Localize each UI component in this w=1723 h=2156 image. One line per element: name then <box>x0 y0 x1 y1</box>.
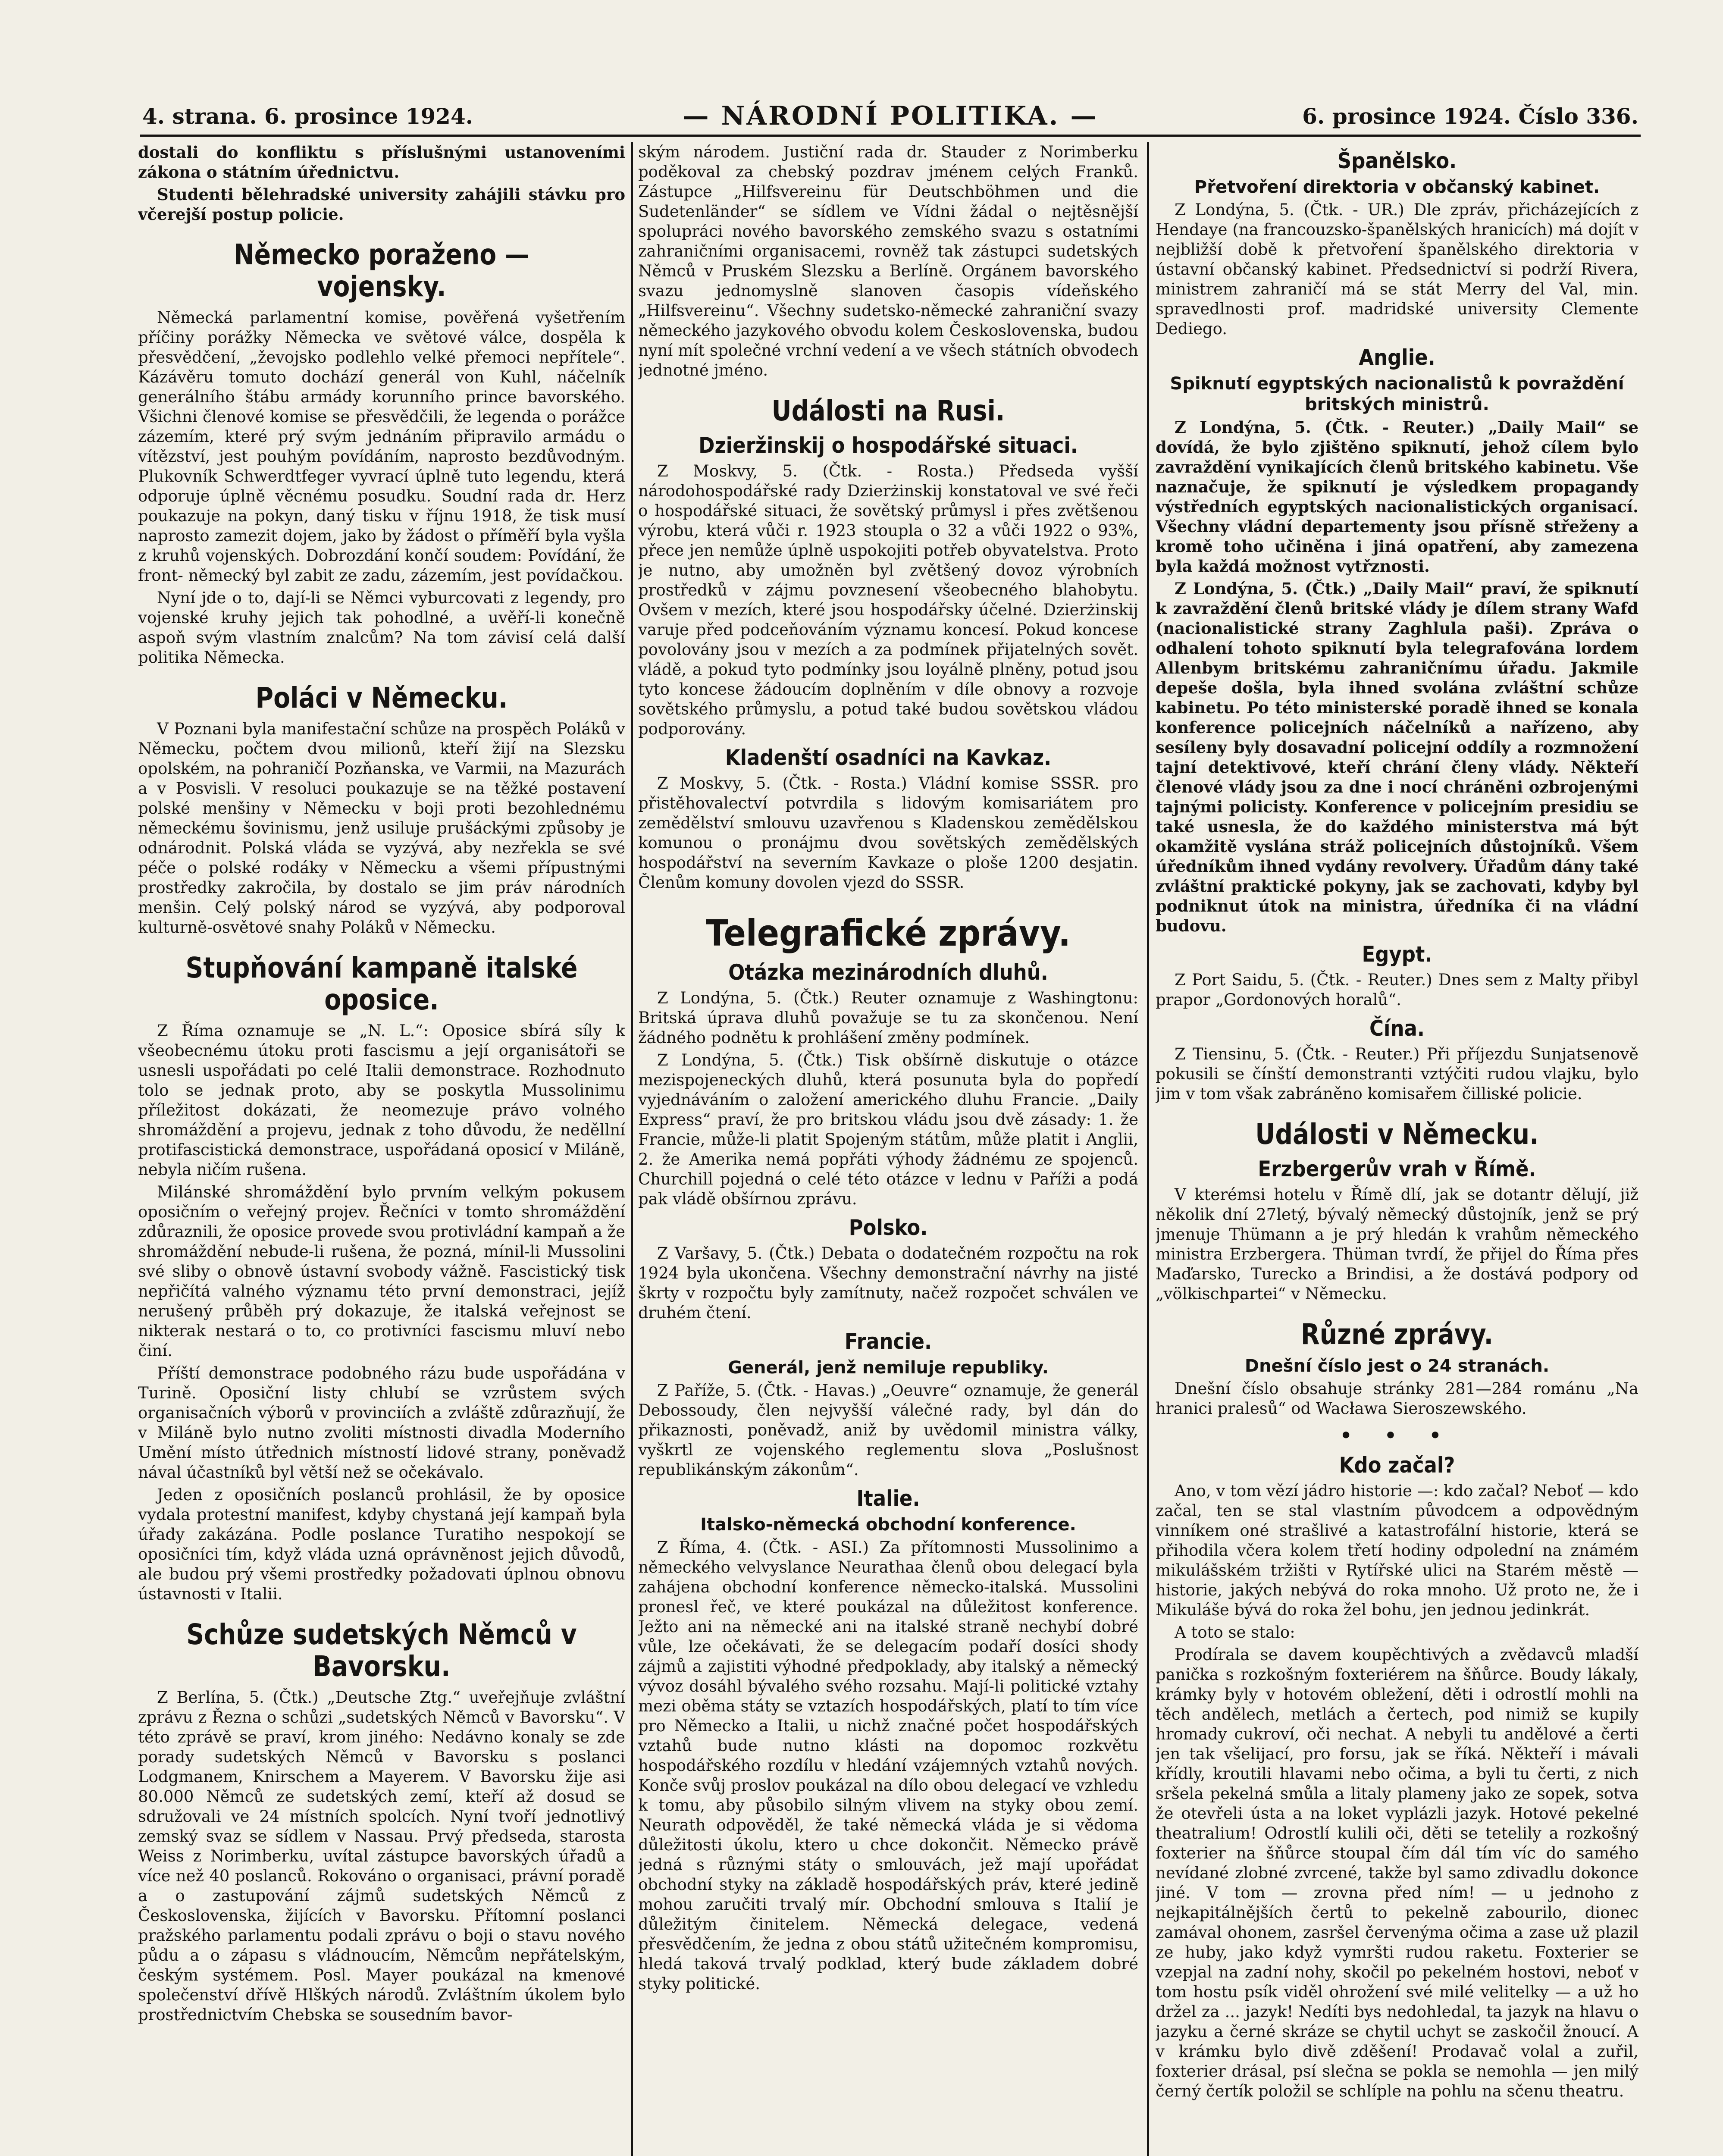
article-paragraph: Z Moskvy, 5. (Čtk. - Rosta.) Vládní komise SSSR. pro přistěhovalectví potvrdila s lidovým komisariátem pro zemědělství smlouvu uzavřenou s Kladenskou zemědělskou komunou o pronájmu dvou sovětských zemědělských hospodářství na severním Kavkaze o ploše 1200 desjatin. Členům komuny dovolen vjezd do SSSR. <box>638 774 1138 892</box>
article-title: Události v Německu. <box>1255 1118 1539 1151</box>
article-paragraph: Z Londýna, 5. (Čtk.) Reuter oznamuje z Washingtonu: Britská úprava dluhů považuje se tu za skončenou. Není žádného podnětu k prohlášení změny podmínek. <box>638 989 1138 1047</box>
article-subtitle: Otázka mezinárodních dluhů. <box>728 960 1048 985</box>
article-paragraph: Jeden z oposičních poslanců prohlásil, že by oposice vydala protestní manifest, kdyby chystaná její kampaň byla úřady zakázána. Podle poslance Turatiho nespokojí se oposičníci tím, když vláda uzná oprávněnost jejich důvodů, ale budou prý všemi prostředky požadovati úplnou obnovu ústavnosti v Italii. <box>138 1485 625 1603</box>
article-paragraph: A toto se stalo: <box>1175 1623 1295 1642</box>
article-title: Egypt. <box>1362 942 1432 967</box>
article-subtitle: Italie. <box>856 1486 920 1511</box>
header-rule <box>140 135 1641 137</box>
article-subtitle: Francie. <box>844 1329 932 1354</box>
article-paragraph: Z Říma oznamuje se „N. L.“: Oposice sbírá síly k všeobecnému útoku proti fascismu a její organisátoři se usnesli uspořádati po celé Italii demonstrace. Rozhodnuto tolo se jednak proto, aby se poskytla Mussolinimu příležitost dokázati, že neomezuje právo volného shromáždění a projevu, jednak z toho důvodu, že neděllní protifascistická demonstrace, uspořádaná oposicí v Miláně, nebyla ničím rušena. <box>138 1022 625 1179</box>
article-paragraph: Z Port Saidu, 5. (Čtk. - Reuter.) Dnes sem z Malty přibyl prapor „Gordonových horalů“. <box>1156 971 1638 1009</box>
article-paragraph: Z Londýna, 5. (Čtk. - UR.) Dle zpráv, přicházejících z Hendaye (na francouzsko-španělských hranicích) má dojít v nejbližší době k přetvoření španělského direktoria v ústavní občanský kabinet. Předsednictví si podrží Rivera, ministrem zahraničí má se stát Merry del Val, min. spravedlnosti prof. madridské university Clemente Dediego. <box>1156 201 1638 338</box>
intro-text: Studenti bělehradské university zahájili stávku pro včerejší postup policie. <box>138 185 625 224</box>
article-paragraph: Milánské shromáždění bylo prvním velkým pokusem oposičním o veřejný projev. Řečníci v tomto shromáždění zdůraznili, že oposice provede svou protivládní kampaň a že shromáždění nebude-li rušena, že pozná, mínil-li Mussolini své sliby o obnově ústavní svobody vážně. Fascistický tisk nepřičítá valného významu této první demonstraci, jejíž nerušený průběh prý dokazuje, že italská veřejnost se nikterak nestará o to, co protivníci fascismu mluví nebo činí. <box>138 1183 625 1360</box>
article-title: Stupňování kampaně italské oposice. <box>185 951 578 1016</box>
article-subtitle: Italsko-německá obchodní konference. <box>700 1515 1076 1535</box>
article-paragraph: Z Berlína, 5. (Čtk.) „Deutsche Ztg.“ uveřejňuje zvláštní zprávu z Řezna o schůzi „sudetských Němců v Bavorsku“. V této zprávě se praví, krom jiného: Nedávno konaly se zde porady sudetských Němců v Bavorsku s poslanci Lodgmanem, Knirschem a Mayerem. V Bavorsku žije asi 80.000 Němců ze sudetských zemí, kteří až dosud se sdružovali ve 24 místních spolcích. Nyní tvoří jednotlivý zemský svaz se sídlem v Nassau. Prvý předseda, starosta Weiss z Norimberku, uvítal zástupce bavorských úřadů a více než 40 poslanců. Rokováno o organisaci, právní poradě a o zastupování zájmů sudetských Němců z Československa, žijících v Bavorsku. Přítomní poslanci pražského parlamentu podali zprávu o boji o stavu nového půdu a o zápasu s vládnoucím, Němcům nepřátelským, českým systémem. Posl. Mayer poukázal na kmenové společenství dřívě Hlškých národů. Zvláštním úkolem bylo prostřednictvím Chebska se sousedním bavor- <box>138 1688 625 2024</box>
column-1 <box>138 142 625 2156</box>
article-paragraph: Prodírala se davem koupěchtivých a zvědavců mladší panička s rozkošným foxteriérem na šňůrce. Boudy lákaly, krámky byly v hotovém obležení, děti i odrostlí mohli na těch andělech, metlách a čertech, pod nimiž se kupily hromady cukroví, oči nechat. A nebyli tu andělové a čerti jen tak všelijací, pro forsu, jak se říká. Někteří i mávali křídly, kroutili hlavami nebo očima, a byli tu čerti, z nich sršela pekelná smůla a litaly plameny jako ze sopek, sotva že otevřeli ústa a na loket vyplázli jazyk. Hotové pekelné theatralium! Odrostlí kulili oči, děti se tetelily a rozkošný foxterier na šňůrce stoupal čím dál tím víc do samého nevídané zlobné zvrcené, takže byl samo zdivadlu dokonce jiné. V tom — zrovna před ním! — u jednoho z nejkapitálnějších čertů to pekelně zabourilo, dionec zamával ohonem, zasršel červenýma očima a zase už plazil ze huby, jako když vymršti rudou raketu. Foxterier se vzepjal na zadní nohy, skočil po pekelném hostovi, neboť v tom hostu psík viděl ohrožení své milé velitelky — a už ho držel za ... jazyk! Nedíti bys nedohledal, ta jazyk na hlavu o jazyku a černé skráze se chytil uchyt se zaskočil žnoucí. A v krámku bylo divě zděšení! Prodavač volal a zuřil, foxterier drásal, psí slečna se pokla se nemohla — jen milý černý čertík položil se schlíple na pohlu na sčenu theatru. <box>1156 1645 1638 2100</box>
article-title: Španělsko. <box>1337 148 1457 173</box>
column-2 <box>638 142 1138 2156</box>
article-title: Poláci v Německu. <box>255 681 508 714</box>
header-page-date: 4. strana. 6. prosince 1924. <box>142 103 473 129</box>
column-rule <box>631 142 633 2156</box>
article-paragraph: ským národem. Justiční rada dr. Stauder z Norimberku poděkoval za chebský pozdrav jménem celých Franků. Zástupce „Hilfsvereinu für Deutschböhmen und die Sudetenländer“ se sídlem ve Vídni žádal o nejtěsnější spolupráci nového bavorského zemského svazu s ostatními zahraničními organisacemi, rovněž tak zástupci sudetských Němců v Pruském Slezsku a Berlíně. Orgánem bavorského svazu jednomyslně slanoven časopis vídeňského „Hilfsvereinu“. Všechny sudetsko-německé zahraniční svazy německého jazykového obvodu kolem Československa, budou nyní mít společné vrchní vedení a ve všech státních obvodech jednotné jméno. <box>638 143 1138 379</box>
article-title: Anglie. <box>1359 345 1435 370</box>
article-title: Události na Rusi. <box>771 394 1005 427</box>
intro-text: dostali do konfliktu s příslušnými ustanoveními zákona o státním úřednictvu. <box>138 143 625 182</box>
article-paragraph: Z Londýna, 5. (Čtk.) „Daily Mail“ praví, že spiknutí k zavraždění členů britské vlády je dílem strany Wafd (nacionalistické strany Zaghlula paši). Zpráva o odhalení tohoto spiknutí byla telegrafována lordem Allenbym britskému zahraničnímu úřadu. Jakmile depeše došla, byla ihned svolána zvláštní schůze kabinetu. Po této ministerské poradě ihned se konala konference policejních náčelníků a nařízeno, aby sesíleny byly dosavadní policejní oddíly a rozmnožení tajní detektivové, kteří chrání členy vlády. Někteří členové vlády jsou za dne i nocí chráněni ozbrojenými tajnými policisty. Konference v policejním presidiu se také usnesla, že do každého ministerstva má být okamžitě vyslána stráž policejních důstojníků. Všem úředníkům ihned vydány revolvery. Úřadům dány také zvláštní praktické pokyny, jak se zachovati, kdyby byl podniknut útok na ministra, úředníka či na vládní budovu. <box>1156 579 1638 935</box>
column-rule <box>1147 142 1149 2156</box>
article-paragraph: V Poznani byla manifestační schůze na prospěch Poláků v Německu, počtem dvou milionů, kteří žijí na Slezsku opolském, na pohraničí Pozňanska, ve Varmii, na Mazurách a v Posvisli. V resoluci poukazuje se na těžké postavení polské menšiny v Německu v boji proti bezohlednému německému šovinismu, jenž usiluje prušáckými způsoby je odnárodnit. Polská vláda se vyzývá, aby nezřekla se své péče o polské rodáky v Německu a všemi přípustnými prostředky zakročila, by dostalo se jim práv národních menšin. Celý polský národ se vyzývá, aby podporoval kulturně-osvětové snahy Poláků v Německu. <box>138 720 625 937</box>
article-title: Německo poraženo — vojensky. <box>234 238 529 303</box>
article-subtitle: Dzieržinskij o hospodářské situaci. <box>699 433 1078 458</box>
page-header <box>142 99 1638 138</box>
masthead-title: — NÁRODNÍ POLITIKA. — <box>683 101 1098 131</box>
article-title: Čína. <box>1369 1016 1425 1041</box>
article-paragraph: Z Moskvy, 5. (Čtk. - Rosta.) Předseda vyšší národohospodářské rady Dzierżinskij konstatoval ve své řeči o hospodářské situaci, že sovětský průmysl i přes zvětšenou výrobu, která vůči r. 1923 stoupla o 32 a vůči 1922 o 93%, přece jen nemůže úplně uspokojiti potřeb obyvatelstva. Proto je nutno, aby umožněn byl zvětšený dovoz výrobních prostředků v zájmu povznesení všeobecného blahobytu. Ovšem v mezích, které jsou hospodářsky účelné. Dzierżinskij varuje před podceňováním významu koncesí. Pokud koncese povolovány jsou v mezích a za podmínek přijatelných sovět. vládě, a pokud tyto podmínky jsou loyálně plněny, potud jsou tyto koncese žádoucím doplněním v díle obnovy a rozvoje sovětského průmyslu, a potud také budou sovětskou vládou podporovány. <box>638 462 1138 738</box>
column-3 <box>1156 142 1638 2156</box>
section-title: Telegrafické zprávy. <box>706 912 1071 954</box>
article-paragraph: Příští demonstrace podobného rázu bude uspořádána v Turině. Oposiční listy chlubí se vzrůstem svých organisačních výborů v provinciích a zvláště zdůrazňují, že v Miláně bylo nutno zvoliti místnosti divadla Moderního Umění místo útřednich místností lidové strany, poněvadž nával účastníků byl větší než se očekávalo. <box>138 1364 625 1482</box>
article-paragraph: V kterémsi hotelu v Římě dlí, jak se dotantr dělují, již několik dní 27letý, bývalý německý důstojník, jenž se prý jmenuje Thümann a je prý hledán k vrahům německého ministra Erzbergera. Thüman tvrdí, že přijel do Říma přes Maďarsko, Turecko a Brindisi, a že dostává podpory od „völkischpartei“ v Německu. <box>1156 1185 1638 1303</box>
article-paragraph: Z Říma, 4. (Čtk. - ASI.) Za přítomnosti Mussolinimo a německého velvyslance Neurathaa členů obou delegací byla zahájena obchodní konference německo-italská. Mussolini pronesl řeč, ve které poukázal na důležitost konference. Ježto ani na německé ani na italské straně nechybí dobré vůle, lze očekávati, že se delegacím podaří dosíci shody zájmů a zajistiti výhodné předpoklady, aby italský a německý vývoz dosáhl bývalého svého rozsahu. Mají-li politické vztahy mezi oběma státy se vztazích hospodářských, platí to tím více pro Německo a Italii, u nichž značné počet hospodářských vztahů bude nutno klásti na dopomoc rozkvětu hospodářského rozdílu v hledání vzájemných vztahů nových. Konče svůj proslov poukázal na dílo obou delegací ve vzhledu k tomu, aby působilo silným vlivem na styky obou zemí. Neurath odpověděl, že také německá vláda je si vědoma důležitosti úkolu, ktero u chce dokončit. Německo právě jedná s různými státy o smlouvách, jež mají upořádat obchodní styky na základě hospodářských práv, které jedině mohou zaručiti trvalý mír. Obchodní smlouva s Italií je důležitým činitelem. Německá delegace, vedená přesvědčením, že jedna z obou států užitečném kompromisu, hledá taková trvalý podklad, který bude základem dobré styky politické. <box>638 1538 1138 1993</box>
article-subtitle: Generál, jenž nemiluje republiky. <box>728 1358 1049 1378</box>
article-paragraph: Dnešní číslo obsahuje stránky 281—284 románu „Na hranici pralesů“ od Wacława Sieroszewského. <box>1156 1379 1638 1418</box>
article-subtitle: Erzbergerův vrah v Římě. <box>1258 1156 1536 1181</box>
article-paragraph: Z Paříže, 5. (Čtk. - Havas.) „Oeuvre“ oznamuje, že generál Debossoudy, člen nejvyšší válečné rady, byl dán do přikaznosti, poněvadž, aniž by uvědomil ministra války, vyškrtl ze vojenského reglementu slova „Poslušnost republikánským zákonům“. <box>638 1381 1138 1479</box>
section-title: Různé zprávy. <box>1300 1318 1494 1351</box>
article-subtitle: Spiknutí egyptských nacionalistů k povraždění britských ministrů. <box>1170 374 1624 414</box>
header-issue-number: 6. prosince 1924. Číslo 336. <box>1302 103 1638 129</box>
article-paragraph: Ano, v tom vězí jádro historie —: kdo začal? Neboť — kdo začal, ten se stal vlastním původcem a odpovědným vinníkem oné strašlivé a katastrofální historie, která se přihodila včera kolem třetí hodiny odpolední na známém mikulášském tržišti v Rytířské ulici na Starém městě — historie, jakých nebývá do roka mnoho. Už proto ne, že i Mikuláše bývá do roka žel bohu, jen jednou jedinkrát. <box>1156 1482 1638 1619</box>
article-subtitle: Dnešní číslo jest o 24 stranách. <box>1244 1356 1550 1376</box>
article-paragraph: Z Varšavy, 5. (Čtk.) Debata o dodatečném rozpočtu na rok 1924 byla ukončena. Všechny demonstrační návrhy na jisté škrty v rozpočtu byly zamítnuty, načež rozpočet schválen ve druhém čtení. <box>638 1244 1138 1322</box>
article-paragraph: Z Londýna, 5. (Čtk.) Tisk obšírně diskutuje o otázce mezispojeneckých dluhů, která posunuta byla do popředí vyjednáváním o založení amerického dluhu Francie. „Daily Express“ praví, že pro britskou vládu jsou dvě zásady: 1. že Francie, může-li platit Spojeným státům, může platit i Anglii, 2. že Amerika nemá popřáti výhody žádnému ze spojenců. Churchill pojedná o celé této otázce v lednu v Paříži a podá pak vládě obšírnou zprávu. <box>638 1051 1138 1208</box>
article-title: Schůze sudetských Němců v Bavorsku. <box>186 1618 577 1683</box>
article-subtitle: Přetvoření direktoria v občanský kabinet. <box>1194 177 1600 197</box>
article-title: Kdo začal? <box>1339 1453 1455 1478</box>
article-paragraph: Nyní jde o to, dají-li se Němci vyburcovati z legendy, pro vojenské kruhy jejich tak pohodlné, a uvěří-li konečně aspoň svým vlastním znalcům? Na tom závisí celá další politika Německa. <box>138 589 625 667</box>
article-paragraph: Z Londýna, 5. (Čtk. - Reuter.) „Daily Mail“ se dovídá, že bylo zjištěno spiknutí, jehož cílem bylo zavraždění vynikajících členů britského kabinetu. Vše naznačuje, že spiknutí je výsledkem propagandy výstředních egyptských nacionalistických organisací. Všechny vládní departementy jsou přísně střeženy a kromě toho učiněna i jiná opatření, aby zamezena byla každá možnost vytřznosti. <box>1156 418 1638 576</box>
article-paragraph: Z Tiensinu, 5. (Čtk. - Reuter.) Při příjezdu Sunjatsenově pokusili se čínští demonstranti vztýčiti rudou vlajku, bylo jim v tom však zabráněno komisařem čilliské policie. <box>1156 1045 1638 1103</box>
article-subtitle: Kladenští osadníci na Kavkaz. <box>725 745 1052 770</box>
article-subtitle: Polsko. <box>849 1215 928 1240</box>
article-paragraph: Německá parlamentní komise, pověřená vyšetřením příčiny porážky Německa ve světové válce, dospěla k přesvědčení, „ževojsko podlehlo velké přemoci nepřítele“. Kázávěru tomuto dochází generál von Kuhl, náčelník generálního štábu armády korunního prince bavorského. Všichni členové komise se přesvědčili, že legenda o porážce zázemím, které prý svým jednáním připravilo armádu o vítězství, jest pouhým povídáním, naprosto bezdůvodným. Plukovník Schwerdtfeger vyvrací úplně tuto legendu, která odporuje úplně věcnému posudku. Soudní rada dr. Herz poukazuje na pokyn, daný tisku v říjnu 1918, že tisk musí naprosto zamezit dojem, jako by žádost o příměří byla vyšla z kruhů vojenských. Dobrozdání končí soudem: Povídání, že front- německý byl zabit ze zadu, zázemím, jest povídačkou. <box>138 308 625 585</box>
section-divider: • • • <box>1340 1425 1454 1447</box>
